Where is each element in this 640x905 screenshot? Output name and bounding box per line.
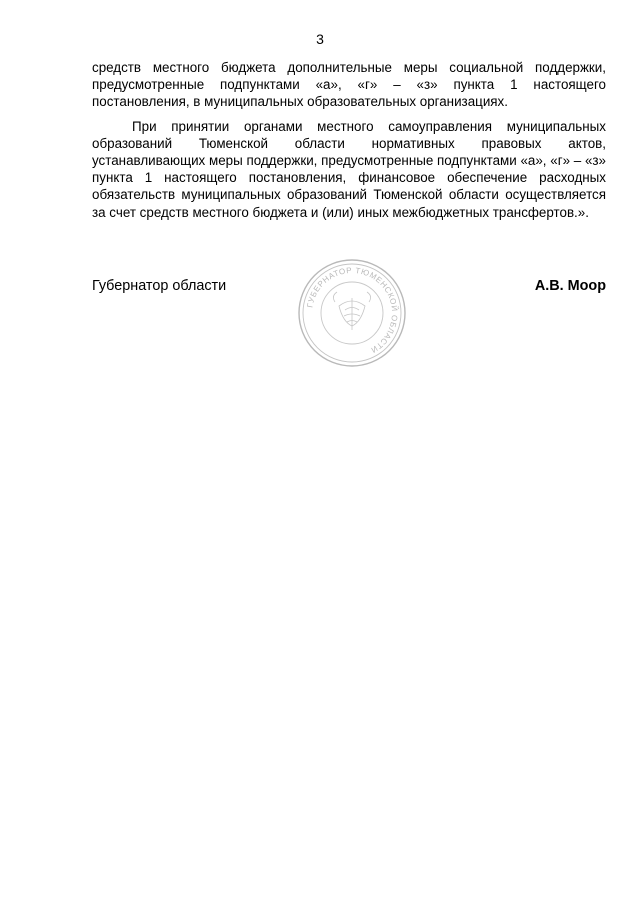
document-body: [92, 59, 606, 221]
paragraph: При принятии органами местного самоуправления муниципальных образований Тюменской области нормативных правовых актов, устанавливающих меры поддержки, предусмотренные подпунктами «а», «г» – «з» пункта 1 настоящего постановления, финансовое обеспечение расходных обязательств муниципальных образований Тюменской области осуществляется за счет средств местного бюджета и (или) иных межбюджетных трансфертов.».: [92, 118, 606, 220]
seal-ring-text: ГУБЕРНАТОР ТЮМЕНСКОЙ ОБЛАСТИ: [305, 265, 400, 355]
seal-emblem: [333, 292, 370, 330]
official-seal-icon: [297, 258, 407, 368]
paragraph: средств местного бюджета дополнительные меры социальной поддержки, предусмотренные подпунктами «а», «г» – «з» пункта 1 настоящего постановления, в муниципальных образовательных организациях.: [92, 60, 606, 110]
signer-title: Губернатор области: [92, 278, 227, 294]
page-number: 3: [316, 31, 324, 47]
signer-name: А.В. Моор: [534, 278, 606, 294]
